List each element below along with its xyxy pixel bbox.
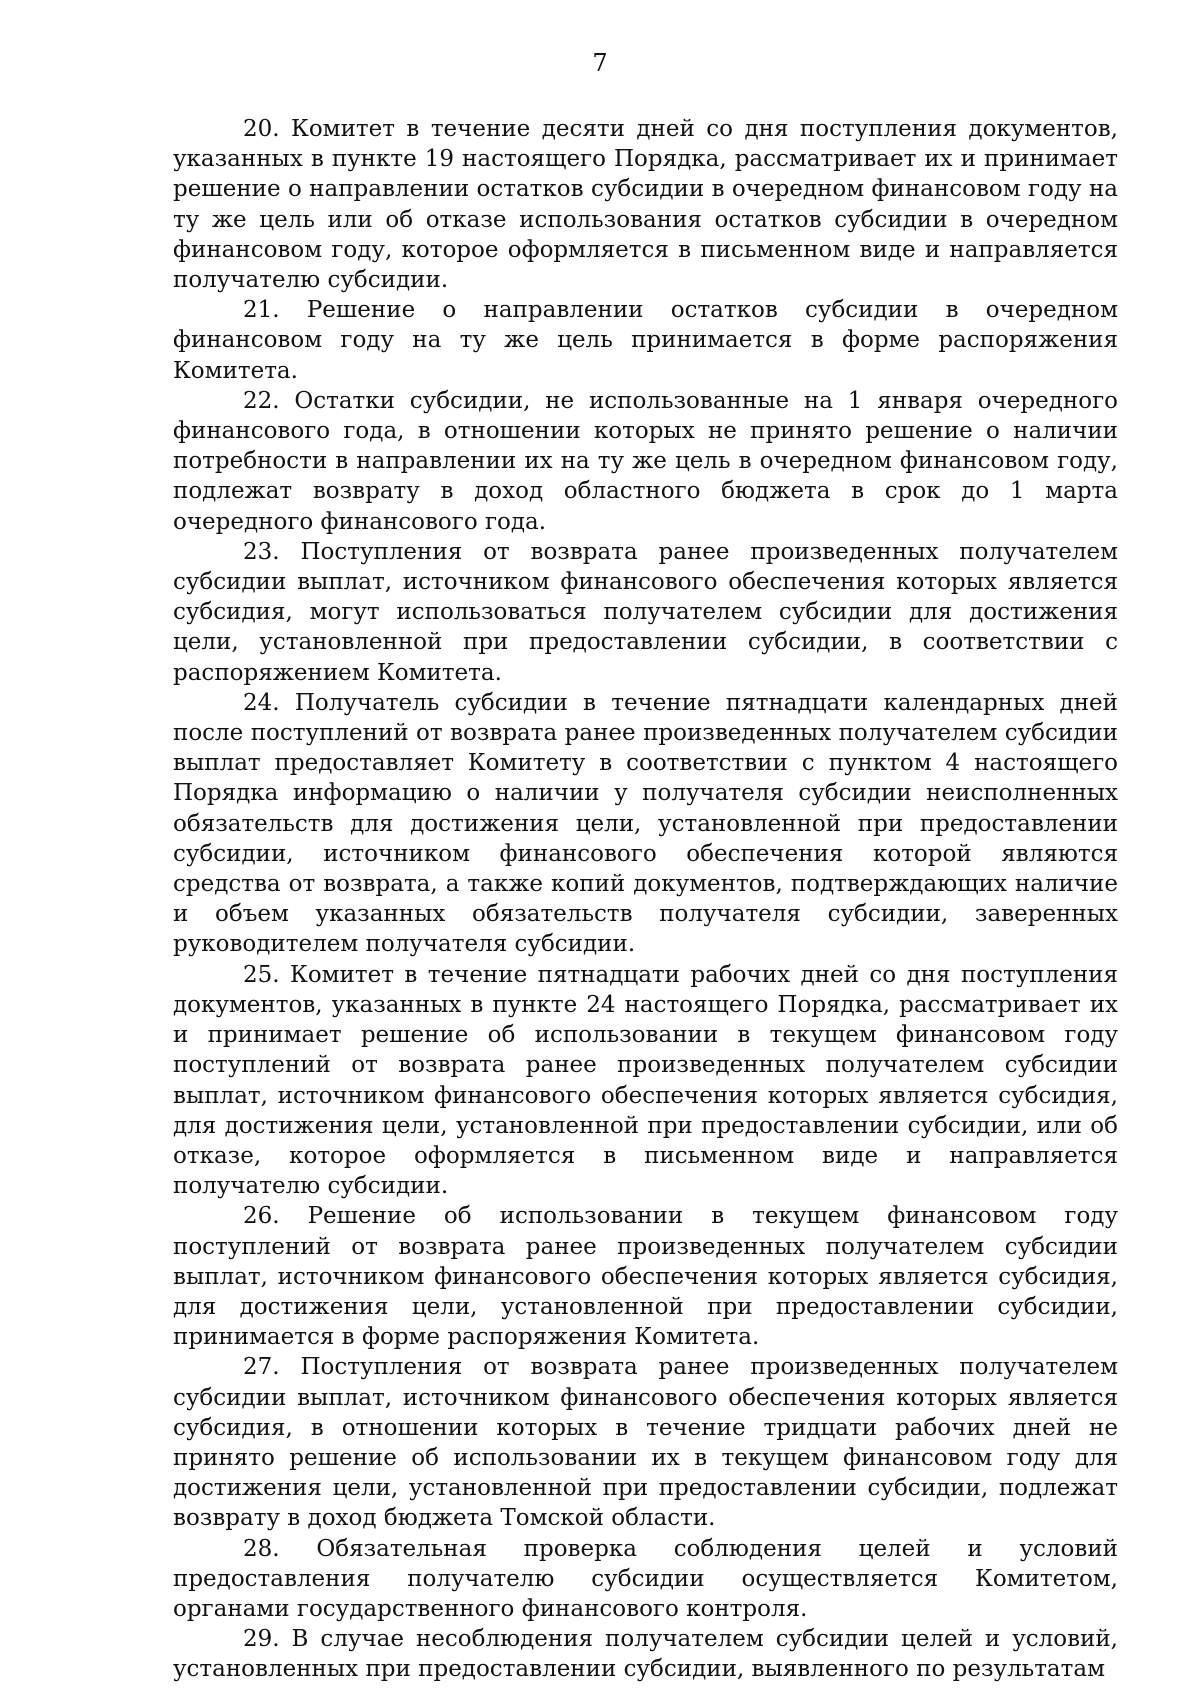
paragraph-23: 23. Поступления от возврата ранее произведенных получателем субсидии выплат, источником финансового обеспечения которых является субсидия, могут использоваться получателем субсидии для достижения цели, установленной при предоставлении субсидии, в соответствии с распоряжением Комитета. xyxy=(173,538,1118,686)
paragraph-28: 28. Обязательная проверка соблюдения целей и условий предоставления получателю субсидии осуществляется Комитетом, органами государственного финансового контроля. xyxy=(173,1535,1118,1622)
page-number: 7 xyxy=(592,49,608,77)
paragraph-26: 26. Решение об использовании в текущем финансовом году поступлений от возврата ранее произведенных получателем субсидии выплат, источником финансового обеспечения которых является субсидия, для достижения цели, установленной при предоставлении субсидии, принимается в форме распоряжения Комитета. xyxy=(173,1203,1118,1351)
paragraph-24: 24. Получатель субсидии в течение пятнадцати календарных дней после поступлений от возврата ранее произведенных получателем субсидии выплат предоставляет Комитету в соответствии с пунктом 4 настоящего Порядка информацию о наличии у получателя субсидии неисполненных обязательств для достижения цели, установленной при предоставлении субсидии, источником финансового обеспечения которой являются средства от возврата, а также копий документов, подтверждающих наличие и объем указанных обязательств получателя субсидии, заверенных руководителем получателя субсидии. xyxy=(173,689,1118,958)
document-body xyxy=(173,114,1118,1685)
paragraph-27: 27. Поступления от возврата ранее произведенных получателем субсидии выплат, источником финансового обеспечения которых является субсидия, в отношении которых в течение тридцати рабочих дней не принято решение об использовании их в текущем финансовом году для достижения цели, установленной при предоставлении субсидии, подлежат возврату в доход бюджета Томской области. xyxy=(173,1354,1118,1532)
paragraph-29: 29. В случае несоблюдения получателем субсидии целей и условий, установленных при предоставлении субсидии, выявленного по результатам xyxy=(173,1626,1118,1683)
paragraph-22: 22. Остатки субсидии, не использованные на 1 января очередного финансового года, в отношении которых не принято решение о наличии потребности в направлении их на ту же цель в очередном финансовом году, подлежат возврату в доход областного бюджета в срок до 1 марта очередного финансового года. xyxy=(173,387,1118,535)
paragraph-25: 25. Комитет в течение пятнадцати рабочих дней со дня поступления документов, указанных в пункте 24 настоящего Порядка, рассматривает их и принимает решение об использовании в текущем финансовом году поступлений от возврата ранее произведенных получателем субсидии выплат, источником финансового обеспечения которых является субсидия, для достижения цели, установленной при предоставлении субсидии, или об отказе, которое оформляется в письменном виде и направляется получателю субсидии. xyxy=(173,961,1118,1200)
paragraph-20: 20. Комитет в течение десяти дней со дня поступления документов, указанных в пункте 19 настоящего Порядка, рассматривает их и принимает решение о направлении остатков субсидии в очередном финансовом году на ту же цель или об отказе использования остатков субсидии в очередном финансовом году, которое оформляется в письменном виде и направляется получателю субсидии. xyxy=(173,116,1118,294)
paragraph-21: 21. Решение о направлении остатков субсидии в очередном финансовом году на ту же цель принимается в форме распоряжения Комитета. xyxy=(173,297,1118,384)
